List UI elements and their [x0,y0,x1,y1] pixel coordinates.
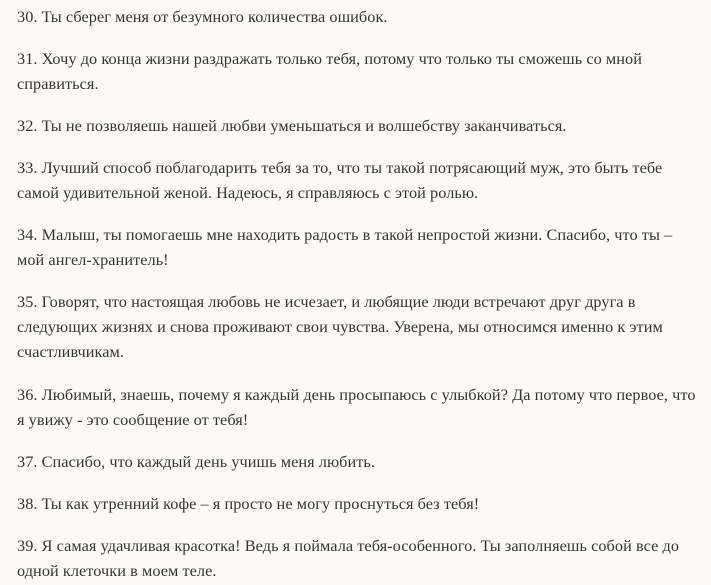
list-item: 32. Ты не позволяешь нашей любви уменьшаться и волшебству заканчиваться. [17,116,567,135]
list-item: 36. Любимый, знаешь, почему я каждый день просыпаюсь с улыбкой? Да потому что первое, что я увижу - это сообщение от тебя! [17,385,696,429]
list-item: 37. Спасибо, что каждый день учишь меня любить. [17,452,376,471]
list-item: 34. Малыш, ты помогаешь мне находить радость в такой непростой жизни. Спасибо, что ты – мой ангел-хранитель! [17,225,673,269]
list-item: 38. Ты как утренний кофе – я просто не могу проснуться без тебя! [17,494,480,513]
list-item: 31. Хочу до конца жизни раздражать только тебя, потому что только ты сможешь со мной справиться. [17,49,642,93]
list-item: 39. Я самая удачливая красотка! Ведь я поймала тебя-особенного. Ты заполняешь собой все до одной клеточки в моем теле. [17,536,680,580]
list-item: 30. Ты сберег меня от безумного количества ошибок. [17,7,388,26]
list-item: 35. Говорят, что настоящая любовь не исчезает, и любящие люди встречают друг друга в следующих жизнях и снова проживают свои чувства. Уверена, мы относимся именно к этим счастливчикам. [17,292,663,361]
list-item: 33. Лучший способ поблагодарить тебя за то, что ты такой потрясающий муж, это быть тебе самой удивительной женой. Надеюсь, я справляюсь с этой ролью. [17,158,663,202]
